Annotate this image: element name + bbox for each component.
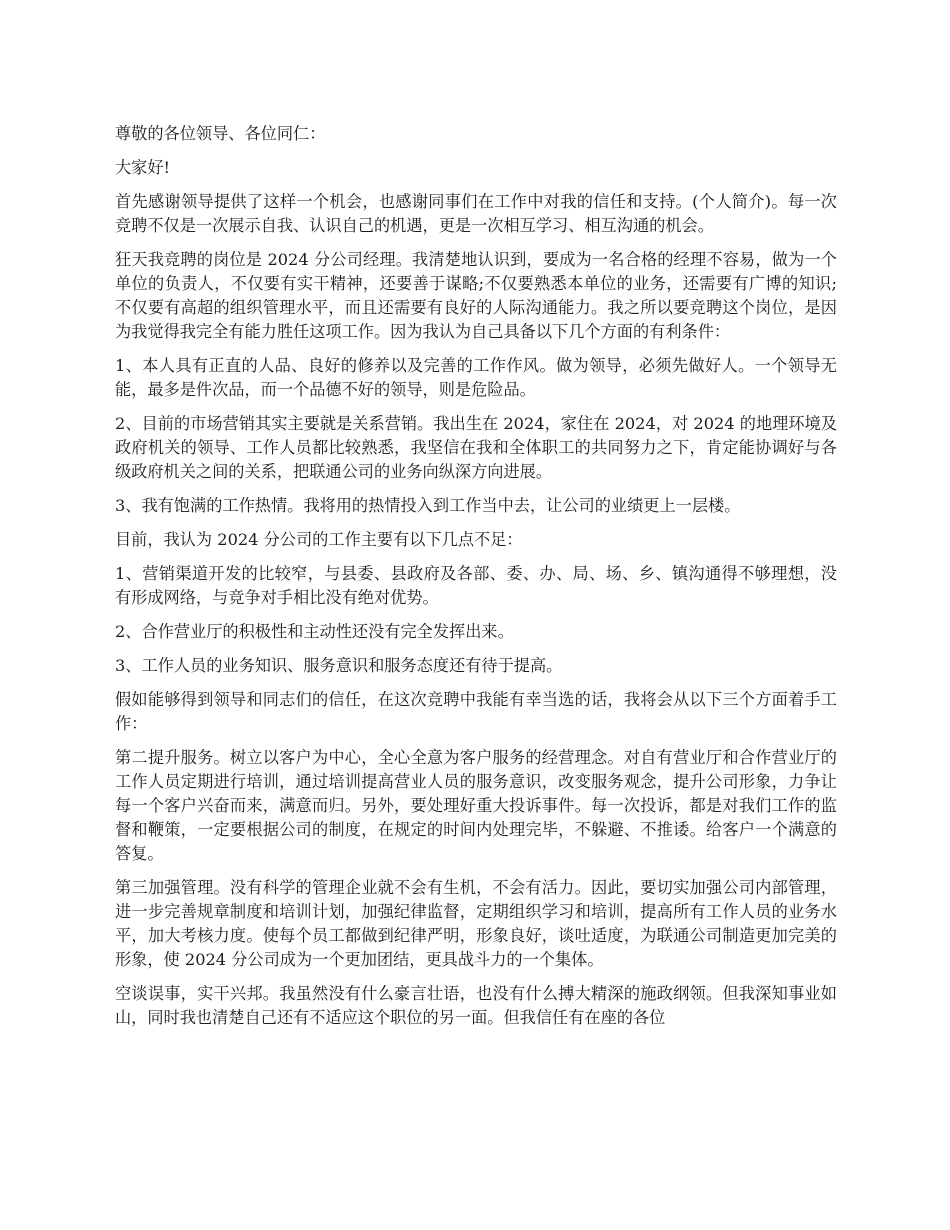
closing-paragraph: 空谈误事，实干兴邦。我虽然没有什么豪言壮语，也没有什么搏大精深的施政纲领。但我深知事业如山，同时我也清楚自己还有不适应这个职位的另一面。但我信任有在座的各位	[115, 984, 837, 1027]
shortcoming-2-paragraph: 2、合作营业厅的积极性和主动性还没有完全发挥出来。	[115, 622, 514, 641]
greeting: 大家好!	[115, 158, 171, 177]
advantage-3-paragraph: 3、我有饱满的工作热情。我将用的热情投入到工作当中去，让公司的业绩更上一层楼。	[115, 496, 741, 515]
advantage-2-paragraph: 2、目前的市场营销其实主要就是关系营销。我出生在 2024，家住在 2024，对 2024 的地理环境及政府机关的领导、工作人员都比较熟悉，我坚信在我和全体职工的共同努力之下，肯定能协调好与各级政府机关之间的关系，把联通公司的业务向纵深方向进展。	[115, 414, 837, 481]
document-page	[115, 122, 837, 1040]
position-paragraph: 狂天我竞聘的岗位是 2024 分公司经理。我清楚地认识到，要成为一名合格的经理不容易，做为一个单位的负责人，不仅要有实干精神，还要善于谋略;不仅要熟悉本单位的业务，还需要有广博的知识;不仅要有高超的组织管理水平，而且还需要有良好的人际沟通能力。我之所以要竞聘这个岗位，是因为我觉得我完全有能力胜任这项工作。因为我认为自己具备以下几个方面的有利条件：	[115, 250, 837, 341]
salutation: 尊敬的各位领导、各位同仁：	[115, 124, 326, 143]
shortcoming-1-paragraph: 1、营销渠道开发的比较窄，与县委、县政府及各部、委、办、局、场、乡、镇沟通得不够理想，没有形成网络，与竞争对手相比没有绝对优势。	[115, 564, 837, 607]
intro-paragraph: 首先感谢领导提供了这样一个机会，也感谢同事们在工作中对我的信任和支持。(个人简介)。每一次竞聘不仅是一次展示自我、认识自己的机遇，更是一次相互学习、相互沟通的机会。	[115, 192, 837, 235]
plan-intro-paragraph: 假如能够得到领导和同志们的信任，在这次竞聘中我能有幸当选的话，我将会从以下三个方面着手工作：	[115, 690, 837, 733]
plan-service-paragraph: 第二提升服务。树立以客户为中心，全心全意为客户服务的经营理念。对自有营业厅和合作营业厅的工作人员定期进行培训，通过培训提高营业人员的服务意识，改变服务观念，提升公司形象，力争让每一个客户兴奋而来，满意而归。另外，要处理好重大投诉事件。每一次投诉，都是对我们工作的监督和鞭策，一定要根据公司的制度，在规定的时间内处理完毕，不躲避、不推诿。给客户一个满意的答复。	[115, 748, 837, 863]
shortcomings-heading: 目前，我认为 2024 分公司的工作主要有以下几点不足：	[115, 530, 523, 549]
shortcoming-3-paragraph: 3、工作人员的业务知识、服务意识和服务态度还有待于提高。	[115, 656, 563, 675]
advantage-1-paragraph: 1、本人具有正直的人品、良好的修养以及完善的工作作风。做为领导，必须先做好人。一个领导无能，最多是件次品，而一个品德不好的领导，则是危险品。	[115, 356, 837, 399]
plan-management-paragraph: 第三加强管理。没有科学的管理企业就不会有生机，不会有活力。因此，要切实加强公司内部管理，进一步完善规章制度和培训计划，加强纪律监督，定期组织学习和培训，提高所有工作人员的业务水平，加大考核力度。使每个员工都做到纪律严明，形象良好，谈吐适度，为联通公司制造更加完美的形象，使 2024 分公司成为一个更加团结，更具战斗力的一个集体。	[115, 878, 837, 969]
